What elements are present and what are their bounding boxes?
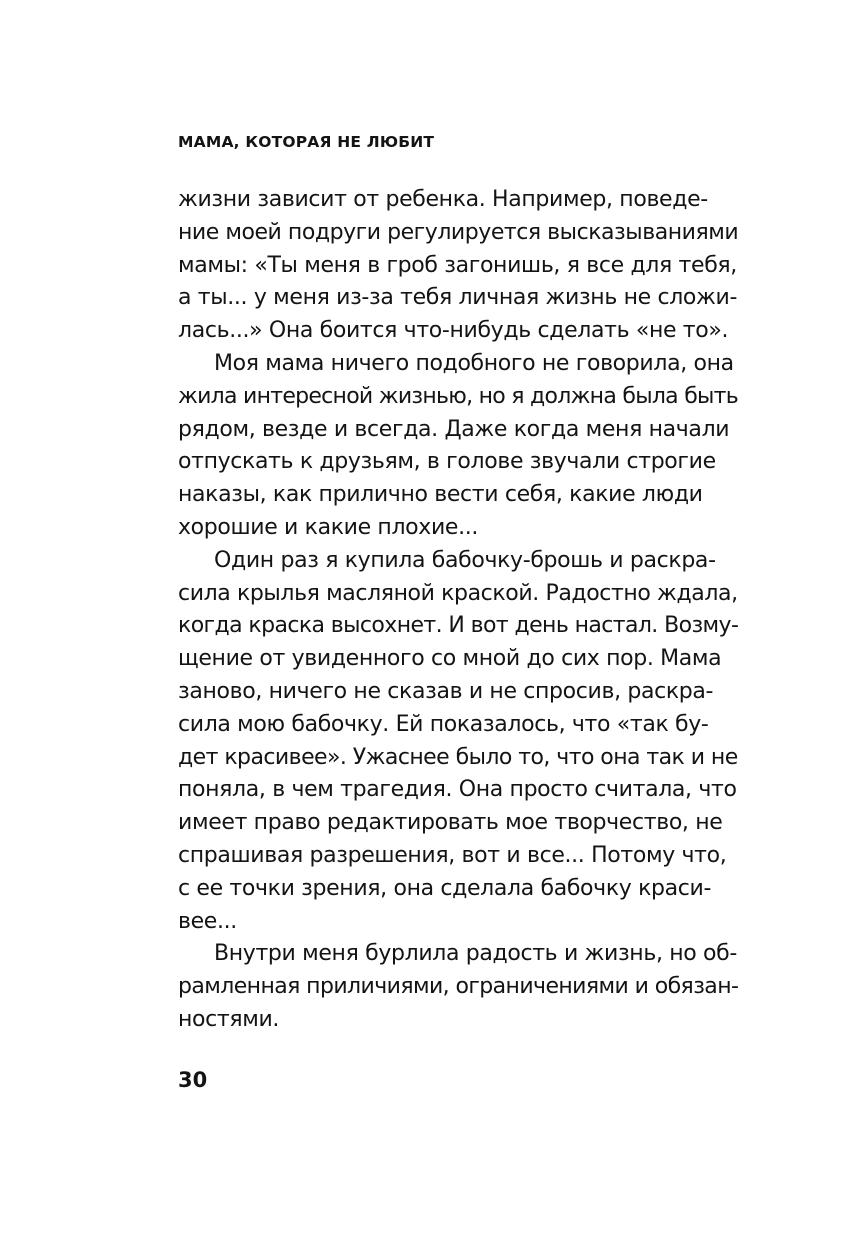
- text-line: с ее точки зрения, она сделала бабочку краси-: [178, 875, 712, 901]
- text-line: Один раз я купила бабочку-брошь и раскра-: [214, 547, 716, 573]
- text-line: мамы: «Ты меня в гроб загонишь, я все для тебя,: [178, 252, 737, 278]
- text-line: рядом, везде и всегда. Даже когда меня начали: [178, 416, 730, 442]
- page-number: 30: [178, 1068, 208, 1092]
- text-line: рамленная приличиями, ограничениями и обязан-: [178, 974, 739, 1000]
- text-line: сила мою бабочку. Ей показалось, что «так бу-: [178, 711, 709, 737]
- text-line: хорошие и какие плохие...: [178, 514, 479, 540]
- text-line: имеет право редактировать мое творчество, не: [178, 810, 723, 836]
- text-line: сила крылья масляной краской. Радостно ждала,: [178, 580, 738, 606]
- text-line: когда краска высохнет. И вот день настал. Возму-: [178, 613, 739, 639]
- text-line: щение от увиденного со мной до сих пор. Мама: [178, 646, 722, 672]
- running-head: МАМА, КОТОРАЯ НЕ ЛЮБИТ: [178, 133, 435, 151]
- text-line: Внутри меня бурлила радость и жизнь, но об-: [214, 941, 737, 967]
- text-line: жила интересной жизнью, но я должна была быть: [178, 383, 739, 409]
- body-text: [178, 184, 738, 1037]
- text-line: ние моей подруги регулируется высказываниями: [178, 219, 739, 245]
- text-line: отпускать к друзьям, в голове звучали строгие: [178, 449, 716, 475]
- text-line: дет красивее». Ужаснее было то, что она так и не: [178, 744, 738, 770]
- text-line: поняла, в чем трагедия. Она просто считала, что: [178, 777, 737, 803]
- text-line: лась...» Она боится что-нибудь сделать «не то».: [178, 318, 729, 344]
- text-line: Моя мама ничего подобного не говорила, она: [214, 350, 734, 376]
- text-line: ностями.: [178, 1006, 280, 1032]
- text-line: а ты... у меня из-за тебя личная жизнь не сложи-: [178, 285, 738, 311]
- text-line: спрашивая разрешения, вот и все... Потому что,: [178, 842, 727, 868]
- text-line: наказы, как прилично вести себя, какие люди: [178, 482, 703, 508]
- text-line: заново, ничего не сказав и не спросив, раскра-: [178, 678, 714, 704]
- text-line: вее...: [178, 908, 237, 934]
- text-line: жизни зависит от ребенка. Например, поведе-: [178, 187, 708, 212]
